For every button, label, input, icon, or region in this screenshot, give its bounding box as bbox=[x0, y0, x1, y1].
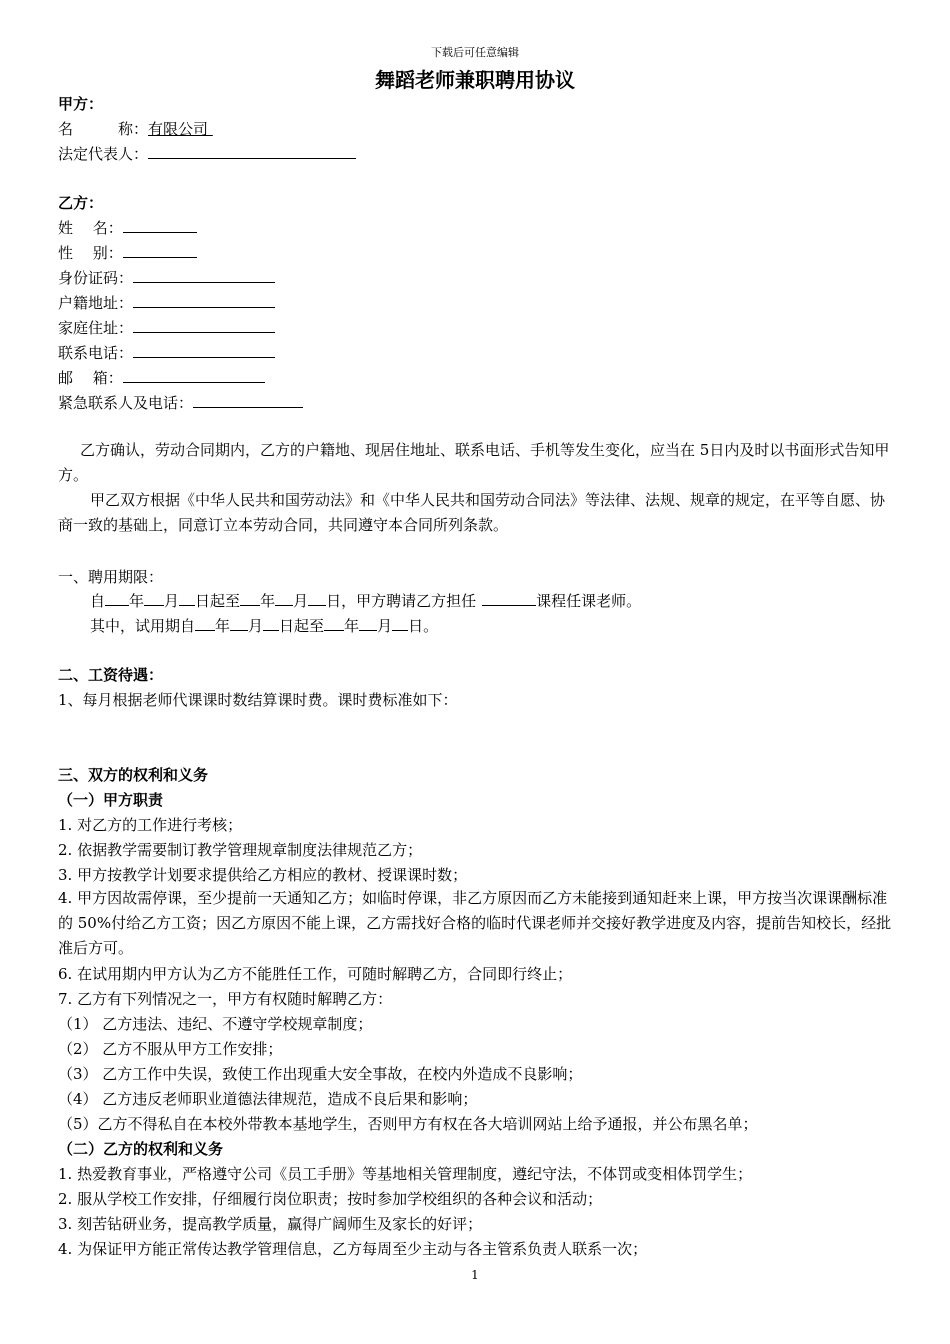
sub1-heading: （一）甲方职责 bbox=[58, 791, 164, 809]
duty-item: 1. 对乙方的工作进行考核； bbox=[58, 816, 243, 834]
month-blank[interactable] bbox=[275, 590, 293, 606]
sub2-heading: （二）乙方的权利和义务 bbox=[58, 1140, 224, 1158]
intro-paragraph: 乙方确认，劳动合同期内，乙方的户籍地、现居住地址、联系电话、手机等发生变化，应当在 5日内及时以书面形式告知甲方。 bbox=[58, 441, 890, 484]
party-b-field-label: 家庭住址： bbox=[58, 319, 134, 337]
dismissal-case: （4） 乙方违反老师职业道德法律规范，造成不良后果和影响； bbox=[58, 1090, 478, 1108]
term-text: 日起至 bbox=[195, 592, 241, 610]
month-blank[interactable] bbox=[359, 615, 377, 631]
term-text: 月 bbox=[248, 617, 264, 635]
probation-line bbox=[90, 615, 438, 637]
dismissal-case: （1） 乙方违法、违纪、不遵守学校规章制度； bbox=[58, 1015, 373, 1033]
party-b-field-label: 紧急联系人及电话： bbox=[58, 394, 194, 412]
party-b-field-blank[interactable] bbox=[133, 267, 275, 283]
term-text: 其中，试用期自 bbox=[90, 617, 196, 635]
term-text: 日起至 bbox=[279, 617, 325, 635]
term-text: 年 bbox=[260, 592, 276, 610]
party-b-field-row bbox=[58, 342, 275, 364]
right-item: 2. 服从学校工作安排，仔细履行岗位职责；按时参加学校组织的各种会议和活动； bbox=[58, 1190, 603, 1208]
day-blank[interactable] bbox=[308, 590, 326, 606]
term-text: 月 bbox=[293, 592, 309, 610]
party-b-field-row bbox=[58, 292, 275, 314]
party-b-field-label: 身份证码： bbox=[58, 269, 134, 287]
section2-item: 1、每月根据老师代课课时数结算课时费。课时费标准如下： bbox=[58, 691, 458, 709]
party-b-field-blank[interactable] bbox=[133, 342, 275, 358]
party-b-field-row bbox=[58, 242, 197, 264]
dismissal-case: （2） 乙方不服从甲方工作安排； bbox=[58, 1040, 283, 1058]
duty-item: 6. 在试用期内甲方认为乙方不能胜任工作，可随时解聘乙方，合同即行终止； bbox=[58, 965, 573, 983]
term-text: 月 bbox=[164, 592, 180, 610]
party-b-field-row bbox=[58, 267, 275, 289]
right-item: 1. 热爱教育事业，严格遵守公司《员工手册》等基地相关管理制度，遵纪守法，不体罚或变相体罚学生； bbox=[58, 1165, 753, 1183]
party-a-rep-row bbox=[58, 143, 356, 165]
party-b-field-row bbox=[58, 217, 197, 239]
header-note: 下载后可任意编辑 bbox=[431, 46, 519, 59]
party-b-field-label: 户籍地址： bbox=[58, 294, 134, 312]
day-blank[interactable] bbox=[179, 590, 195, 606]
year-blank[interactable] bbox=[105, 590, 129, 606]
party-a-name-row bbox=[58, 118, 213, 140]
party-b-field-row bbox=[58, 317, 275, 339]
year-blank[interactable] bbox=[240, 590, 260, 606]
party-b-field-label: 姓 名： bbox=[58, 219, 123, 237]
party-b-field-label: 性 别： bbox=[58, 244, 123, 262]
party-b-field-label: 联系电话： bbox=[58, 344, 134, 362]
term-text: 年 bbox=[215, 617, 231, 635]
duty-item: 4. 甲方因故需停课，至少提前一天通知乙方；如临时停课，非乙方原因而乙方未能接到通知赶来上课，甲方按当次课课酬标准的 50%付给乙方工资；因乙方原因不能上课，乙方需找好合格的临时代课老师并交接好教学进度及内容，提前告知校长，经批准后方可。 bbox=[58, 889, 892, 957]
term-text: 课程任课老师。 bbox=[536, 592, 642, 610]
term-line bbox=[90, 590, 641, 612]
dismissal-case: （5）乙方不得私自在本校外带教本基地学生，否则甲方有权在各大培训网站上给予通报，并公布黑名单； bbox=[58, 1115, 758, 1133]
party-b-field-blank[interactable] bbox=[133, 292, 275, 308]
party-b-field-blank[interactable] bbox=[133, 317, 275, 333]
party-b-field-blank[interactable] bbox=[193, 392, 303, 408]
party-b-field-label: 邮 箱： bbox=[58, 369, 123, 387]
party-b-field-blank[interactable] bbox=[123, 367, 265, 383]
party-b-field-row bbox=[58, 367, 265, 389]
term-text: 日，甲方聘请乙方担任 bbox=[326, 592, 477, 610]
party-b-field-blank[interactable] bbox=[123, 242, 197, 258]
term-text: 月 bbox=[377, 617, 393, 635]
intro-paragraph: 甲乙双方根据《中华人民共和国劳动法》和《中华人民共和国劳动合同法》等法律、法规、规章的规定，在平等自愿、协商一致的基础上，同意订立本劳动合同，共同遵守本合同所列条款。 bbox=[58, 491, 886, 534]
party-a-rep-blank[interactable] bbox=[148, 143, 356, 159]
section2-heading: 二、工资待遇： bbox=[58, 666, 164, 684]
section3-heading: 三、双方的权利和义务 bbox=[58, 766, 209, 784]
right-item: 3. 刻苦钻研业务，提高教学质量，赢得广阔师生及家长的好评； bbox=[58, 1215, 483, 1233]
duty-item: 7. 乙方有下列情况之一，甲方有权随时解聘乙方： bbox=[58, 990, 393, 1008]
party-a-rep-label: 法定代表人： bbox=[58, 145, 149, 163]
page-number: 1 bbox=[471, 1268, 479, 1282]
duty-item: 3. 甲方按教学计划要求提供给乙方相应的教材、授课课时数； bbox=[58, 866, 468, 884]
day-blank[interactable] bbox=[392, 615, 408, 631]
party-a-name-value: 有限公司 bbox=[148, 120, 209, 138]
term-text: 日。 bbox=[408, 617, 439, 635]
section1-heading: 一、聘用期限： bbox=[58, 568, 164, 586]
term-text: 自 bbox=[90, 592, 106, 610]
year-blank[interactable] bbox=[195, 615, 215, 631]
party-b-heading: 乙方： bbox=[58, 194, 104, 212]
duty-item: 2. 依据教学需要制订教学管理规章制度法律规范乙方； bbox=[58, 841, 423, 859]
year-blank[interactable] bbox=[324, 615, 344, 631]
document-title: 舞蹈老师兼职聘用协议 bbox=[375, 68, 575, 92]
month-blank[interactable] bbox=[230, 615, 248, 631]
course-blank[interactable] bbox=[482, 590, 536, 606]
term-text: 年 bbox=[344, 617, 360, 635]
party-b-field-blank[interactable] bbox=[123, 217, 197, 233]
term-text: 年 bbox=[129, 592, 145, 610]
party-b-field-row bbox=[58, 392, 303, 414]
party-a-name-label: 名 称： bbox=[58, 120, 149, 138]
month-blank[interactable] bbox=[144, 590, 164, 606]
right-item: 4. 为保证甲方能正常传达教学管理信息，乙方每周至少主动与各主管系负责人联系一次； bbox=[58, 1240, 648, 1258]
dismissal-case: （3） 乙方工作中失误，致使工作出现重大安全事故，在校内外造成不良影响； bbox=[58, 1065, 583, 1083]
party-a-heading: 甲方： bbox=[58, 95, 104, 113]
day-blank[interactable] bbox=[263, 615, 279, 631]
